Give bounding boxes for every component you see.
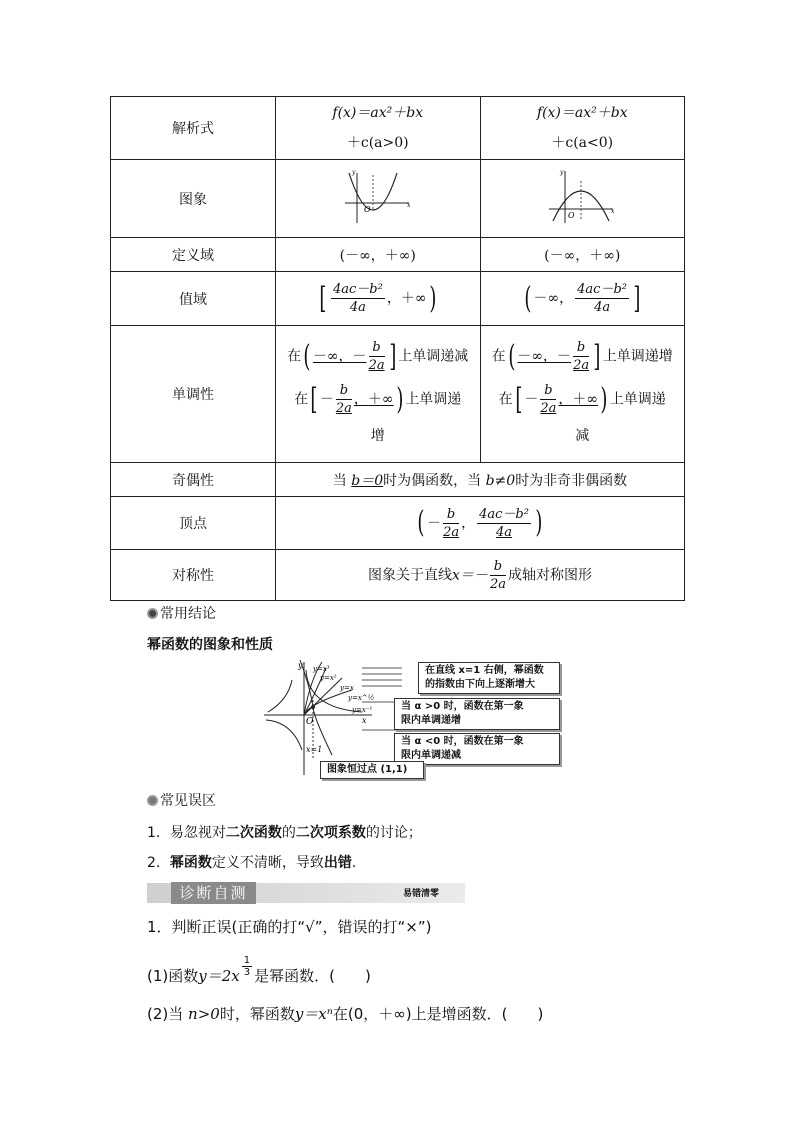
table-row bbox=[111, 463, 685, 497]
graph-upward-parabola bbox=[276, 160, 481, 238]
minus: － bbox=[524, 391, 539, 408]
power-function-heading: 幂函数的图象和性质 bbox=[147, 637, 273, 653]
fraction bbox=[575, 281, 629, 316]
numerator: b bbox=[573, 339, 589, 357]
mistake-item-2 bbox=[147, 852, 356, 872]
axis-x-label: x bbox=[362, 716, 367, 725]
heading-text: 常见误区 bbox=[160, 793, 216, 809]
text: (2)当 bbox=[147, 1005, 184, 1023]
text: 上单调递增 bbox=[602, 348, 673, 365]
table-row bbox=[111, 97, 685, 160]
quadratic-properties-table bbox=[110, 96, 685, 601]
table-row bbox=[111, 550, 685, 601]
denominator: 2a bbox=[443, 524, 460, 540]
row-label: 顶点 bbox=[111, 497, 276, 550]
interval-text: ，＋∞ bbox=[558, 391, 599, 408]
text: 增 bbox=[370, 428, 385, 444]
monotonicity-cell-a-positive bbox=[276, 326, 481, 463]
fraction bbox=[477, 506, 531, 541]
origin-label: O bbox=[363, 204, 371, 214]
row-label: 定义域 bbox=[111, 238, 276, 272]
question-1: 1．判断正误(正确的打“√”，错误的打“×”) bbox=[147, 918, 432, 936]
denominator: 4a bbox=[349, 300, 366, 315]
left-paren: ( bbox=[524, 280, 532, 316]
numerator: 1 bbox=[243, 955, 251, 966]
interval-text: －∞，－ bbox=[312, 348, 367, 365]
numerator: 4ac－b² bbox=[577, 282, 627, 297]
text: 在(0，＋∞)上是增函数．( ) bbox=[332, 1005, 544, 1023]
note-line: 限内单调递增 bbox=[401, 715, 461, 726]
monotonic-line bbox=[485, 382, 681, 417]
text: 在 bbox=[498, 391, 513, 408]
text: 定义不清晰，导致 bbox=[211, 855, 324, 871]
range-cell-a-positive bbox=[276, 272, 481, 326]
left-bracket: [ bbox=[515, 381, 523, 417]
text: 在 bbox=[287, 348, 302, 365]
fraction bbox=[336, 382, 352, 417]
expression-line: f(x)＝ax²＋bx bbox=[536, 105, 628, 121]
right-bracket: ] bbox=[388, 338, 396, 374]
parity-cell bbox=[276, 463, 685, 497]
curve-label: y=x⁻¹ bbox=[352, 706, 373, 714]
fixed-point-note: 图象恒过点 (1,1) bbox=[320, 761, 424, 779]
range-tail: ，＋∞ bbox=[386, 290, 427, 307]
denominator: 2a bbox=[368, 358, 385, 373]
right-paren: ) bbox=[395, 381, 403, 417]
right-bracket: ] bbox=[633, 280, 641, 316]
fraction bbox=[369, 339, 385, 374]
expression-cell-a-positive bbox=[276, 97, 481, 160]
curve-label: y=x^½ bbox=[348, 694, 375, 702]
text: 二次函数 bbox=[225, 825, 282, 841]
denominator: 2a bbox=[489, 576, 506, 592]
condition: n>0 bbox=[188, 1005, 220, 1023]
text: (1)函数 bbox=[147, 967, 199, 985]
note-line: 的指数由下向上逐渐增大 bbox=[425, 679, 535, 690]
text: . bbox=[351, 855, 357, 871]
denominator: 4a bbox=[594, 300, 611, 315]
right-paren: ) bbox=[428, 280, 436, 316]
condition: b＝0 bbox=[351, 472, 384, 489]
common-conclusions-heading bbox=[147, 603, 216, 623]
domain-cell: (－∞，＋∞) bbox=[276, 238, 481, 272]
text: 上单调递 bbox=[609, 391, 666, 408]
axis-y-label: y bbox=[560, 168, 564, 176]
row-label: 对称性 bbox=[111, 550, 276, 601]
axis-y-label: y bbox=[298, 661, 303, 670]
interval-text: ，＋∞ bbox=[353, 391, 394, 408]
vertex-cell bbox=[276, 497, 685, 550]
text: 当 bbox=[332, 472, 347, 489]
text: 的 bbox=[281, 825, 296, 841]
monotonic-line bbox=[280, 339, 476, 374]
denominator: 3 bbox=[243, 967, 251, 978]
minus: － bbox=[427, 515, 442, 531]
text: 成轴对称图形 bbox=[507, 567, 592, 583]
table-row bbox=[111, 160, 685, 238]
origin-label: O bbox=[306, 717, 314, 727]
text: 时为偶函数，当 bbox=[383, 472, 482, 489]
exponent-fraction bbox=[242, 955, 252, 978]
minus: － bbox=[319, 391, 334, 408]
text: 2． bbox=[147, 855, 170, 871]
symmetry-cell bbox=[276, 550, 685, 601]
warning-circle-icon bbox=[147, 795, 158, 806]
monotonicity-cell-a-negative bbox=[480, 326, 685, 463]
table-row bbox=[111, 497, 685, 550]
row-label: 解析式 bbox=[111, 97, 276, 160]
fraction bbox=[573, 339, 589, 374]
comma: ， bbox=[461, 515, 476, 531]
numerator: b bbox=[490, 558, 506, 576]
text: 二次项系数 bbox=[295, 825, 366, 841]
power-function-figure bbox=[262, 660, 562, 780]
monotonic-line bbox=[280, 382, 476, 417]
row-label: 奇偶性 bbox=[111, 463, 276, 497]
left-paren: ( bbox=[417, 505, 425, 540]
numerator: b bbox=[369, 339, 385, 357]
curve-label: y=x bbox=[340, 684, 354, 692]
formula: y＝2x bbox=[198, 967, 240, 985]
axis-x-label: x bbox=[406, 201, 411, 209]
numerator: b bbox=[336, 382, 352, 400]
heading-text: 常用结论 bbox=[160, 606, 216, 622]
numerator: b bbox=[443, 506, 459, 524]
graph-downward-parabola bbox=[480, 160, 685, 238]
monotonic-line bbox=[485, 339, 681, 374]
expression-line: ＋c(a>0) bbox=[346, 135, 409, 151]
row-label: 图象 bbox=[111, 160, 276, 238]
text: 1．易忽视对 bbox=[147, 825, 226, 841]
mistake-item-1 bbox=[147, 822, 422, 842]
upward-parabola-graph bbox=[343, 167, 413, 227]
table-row bbox=[111, 326, 685, 463]
denominator: 2a bbox=[335, 401, 352, 416]
left-paren: ( bbox=[508, 338, 516, 374]
fraction bbox=[443, 506, 459, 541]
fraction bbox=[331, 281, 385, 316]
question-1-2 bbox=[147, 1003, 543, 1024]
bullet-circle-icon bbox=[147, 608, 158, 619]
row-label: 单调性 bbox=[111, 326, 276, 463]
denominator: 2a bbox=[573, 358, 590, 373]
curve-label: y=x³ bbox=[313, 665, 330, 673]
left-paren: ( bbox=[303, 338, 311, 374]
row-label: 值域 bbox=[111, 272, 276, 326]
origin-label: O bbox=[568, 210, 575, 220]
downward-parabola-graph bbox=[547, 167, 617, 227]
right-paren: ) bbox=[535, 505, 543, 540]
numerator: 4ac－b² bbox=[332, 282, 383, 297]
banner-tag: 易错清零 bbox=[402, 889, 439, 899]
denominator: 2a bbox=[540, 401, 557, 416]
diagnosis-banner bbox=[147, 883, 465, 903]
interval-text: －∞，－ bbox=[517, 348, 572, 365]
question-1-1 bbox=[147, 955, 371, 986]
note-line: 当 α >0 时，函数在第一象 bbox=[401, 701, 524, 712]
text: 上单调递 bbox=[405, 391, 462, 408]
table-row bbox=[111, 272, 685, 326]
range-head: －∞， bbox=[533, 290, 574, 307]
fraction bbox=[490, 558, 506, 593]
left-bracket: [ bbox=[319, 280, 327, 316]
x-equals-1-label: x=1 bbox=[306, 745, 323, 754]
text: 时，幂函数 bbox=[219, 1005, 295, 1023]
numerator: b bbox=[540, 382, 556, 400]
text: 的讨论； bbox=[365, 825, 422, 841]
right-bracket: ] bbox=[593, 338, 601, 374]
formula: y＝xⁿ bbox=[294, 1005, 333, 1023]
positive-alpha-note bbox=[394, 698, 560, 730]
note-line: 限内单调递减 bbox=[401, 750, 461, 761]
text: 在 bbox=[491, 348, 506, 365]
text: 图象关于直线 bbox=[368, 567, 453, 583]
numerator: 4ac－b² bbox=[479, 506, 529, 522]
text: 幂函数 bbox=[169, 855, 212, 871]
range-cell-a-negative bbox=[480, 272, 685, 326]
fraction bbox=[540, 382, 556, 417]
axis-x-label: x bbox=[611, 207, 615, 215]
condition: b≠0 bbox=[485, 472, 516, 489]
expression-line: f(x)＝ax²＋bx bbox=[332, 105, 424, 121]
axis-expression: x＝－ bbox=[452, 567, 488, 583]
text: 时为非奇非偶函数 bbox=[515, 472, 628, 489]
denominator: 4a bbox=[496, 524, 513, 540]
text: 出错 bbox=[323, 855, 352, 871]
curve-label: y=x² bbox=[320, 674, 337, 682]
note-line: 在直线 x=1 右侧，幂函数 bbox=[425, 665, 544, 676]
domain-cell: (－∞，＋∞) bbox=[480, 238, 685, 272]
expression-line: ＋c(a<0) bbox=[551, 135, 614, 151]
banner-title: 诊断自测 bbox=[171, 882, 256, 904]
table-row bbox=[111, 238, 685, 272]
note-line: 当 α <0 时，函数在第一象 bbox=[401, 736, 524, 747]
right-paren: ) bbox=[600, 381, 608, 417]
text: 是幂函数．( ) bbox=[254, 967, 371, 985]
axis-y-label: y bbox=[351, 168, 356, 176]
exponent-order-note bbox=[418, 662, 560, 694]
text: 上单调递减 bbox=[398, 348, 469, 365]
text: 减 bbox=[575, 428, 590, 444]
common-mistakes-heading bbox=[147, 790, 216, 810]
text: 在 bbox=[294, 391, 309, 408]
left-bracket: [ bbox=[310, 381, 318, 417]
expression-cell-a-negative bbox=[480, 97, 685, 160]
